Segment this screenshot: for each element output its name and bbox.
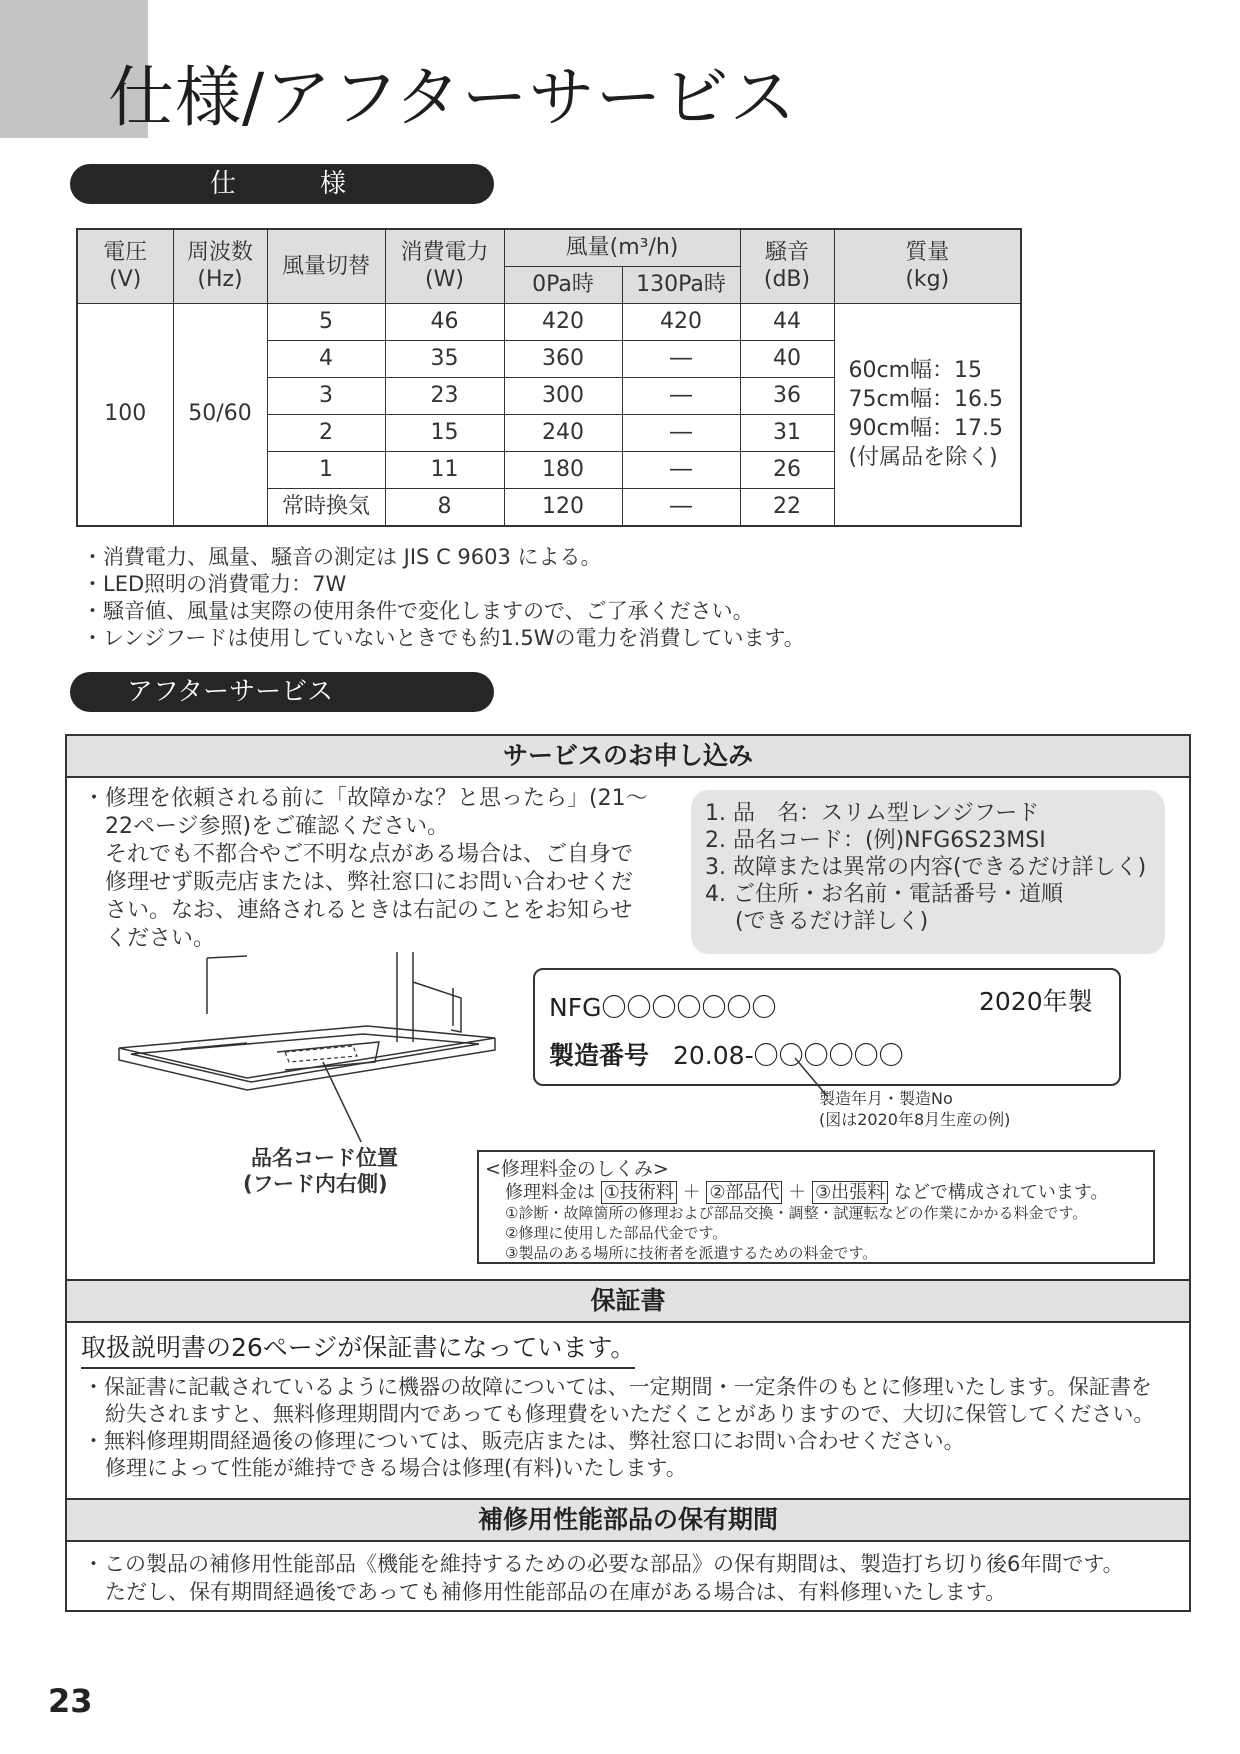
- airflow-0pa-cell: 180: [504, 451, 622, 488]
- service-body-line: さい。なお、連絡されるときは右記のことをお知らせ: [105, 898, 633, 923]
- header-airflow-130pa: 130Pa時: [622, 266, 740, 303]
- spec-section-label: [70, 164, 494, 204]
- frequency-cell: 50/60: [173, 303, 267, 526]
- service-box: [65, 734, 1191, 1612]
- airflow-0pa-cell: 360: [504, 340, 622, 377]
- warranty-line: ・無料修理期間経過後の修理については、販売店または、弊社窓口にお問い合わせください。: [83, 1429, 965, 1453]
- header-noise: 騒音 (dB): [740, 229, 834, 303]
- service-body-line: 22ページ参照)をご確認ください。: [105, 814, 450, 839]
- header-airflow-0pa: 0Pa時: [504, 266, 622, 303]
- serial-note: (図は2020年8月生産の例): [819, 1110, 1011, 1129]
- setting-cell: 5: [267, 303, 385, 340]
- parts-line: ただし、保有期間経過後であっても補修用性能部品の在庫がある場合は、有料修理いたします。: [105, 1580, 1007, 1604]
- voltage-cell: 100: [77, 303, 173, 526]
- power-cell: 8: [385, 488, 504, 526]
- airflow-130pa-cell: ―: [622, 488, 740, 526]
- fee-note: ②修理に使用した部品代金です。: [505, 1224, 728, 1242]
- after-service-section-label: [70, 672, 494, 712]
- contact-info-box: [691, 790, 1165, 954]
- fee-formula: 修理料金は ①技術料 ＋ ②部品代 ＋ ③出張料 などで構成されています。: [505, 1182, 1109, 1203]
- range-hood-illustration: [117, 952, 537, 1142]
- serial-note: 製造年月・製造No: [819, 1089, 953, 1108]
- warranty-line: ・保証書に記載されているように機器の故障については、一定期間・一定条件のもとに修理いたします。保証書を: [83, 1375, 1152, 1399]
- setting-cell: 常時換気: [267, 488, 385, 526]
- power-cell: 23: [385, 377, 504, 414]
- nameplate-serial-title: 製造番号: [549, 1041, 650, 1070]
- spec-notes: [82, 544, 805, 652]
- noise-cell: 40: [740, 340, 834, 377]
- airflow-130pa-cell: ―: [622, 340, 740, 377]
- warranty-line: 紛失されますと、無料修理期間内であっても修理費をいただくことがありますので、大切に保管してください。: [105, 1402, 1155, 1426]
- mass-line: 60cm幅：15: [848, 358, 983, 383]
- spec-note: ・騒音値、風量は実際の使用条件で変化しますので、ご了承ください。: [82, 599, 754, 623]
- fee-term-technical: ①技術料: [601, 1181, 677, 1204]
- airflow-130pa-cell: ―: [622, 414, 740, 451]
- contact-item: (できるだけ詳しく): [735, 909, 929, 934]
- header-voltage: 電圧 (V): [77, 229, 173, 303]
- airflow-0pa-cell: 120: [504, 488, 622, 526]
- contact-item: 4. ご住所・お名前・電話番号・道順: [705, 882, 1063, 907]
- nameplate-year: 2020年製: [979, 987, 1093, 1016]
- contact-item: 3. 故障または異常の内容(できるだけ詳しく): [705, 855, 1147, 880]
- table-row: [77, 303, 1021, 340]
- spec-label-part-2: 様: [320, 169, 347, 199]
- spec-note: ・レンジフードは使用していないときでも約1.5Wの電力を消費しています。: [82, 626, 805, 650]
- mass-note: (付属品を除く): [848, 445, 998, 470]
- parts-header: 補修用性能部品の保有期間: [67, 1498, 1189, 1542]
- airflow-0pa-cell: 300: [504, 377, 622, 414]
- setting-cell: 3: [267, 377, 385, 414]
- mass-cell: [834, 303, 1021, 526]
- fee-term-travel: ③出張料: [812, 1181, 888, 1204]
- service-body-line: それでも不都合やご不明な点がある場合は、ご自身で: [105, 842, 634, 867]
- warranty-line: 修理によって性能が維持できる場合は修理(有料)いたします。: [105, 1456, 687, 1480]
- code-position-label: 品名コード位置: [251, 1146, 398, 1170]
- code-position-note: (フード内右側): [243, 1172, 388, 1196]
- airflow-0pa-cell: 240: [504, 414, 622, 451]
- warranty-header: 保証書: [67, 1279, 1189, 1323]
- setting-cell: 2: [267, 414, 385, 451]
- service-request-header: サービスのお申し込み: [67, 734, 1189, 778]
- service-body-line: ください。: [105, 926, 216, 951]
- fee-note: ③製品のある場所に技術者を派遣するための料金です。: [505, 1244, 878, 1262]
- service-body-line: ・修理を依頼される前に「故障かな？と思ったら」(21～: [83, 786, 648, 811]
- header-airflow-setting: 風量切替: [267, 229, 385, 303]
- noise-cell: 31: [740, 414, 834, 451]
- setting-cell: 4: [267, 340, 385, 377]
- setting-cell: 1: [267, 451, 385, 488]
- page-number: 23: [48, 1682, 93, 1720]
- header-power: 消費電力 (W): [385, 229, 504, 303]
- contact-item: 2. 品名コード：(例)NFG6S23MSI: [705, 828, 1046, 853]
- noise-cell: 22: [740, 488, 834, 526]
- header-frequency: 周波数 (Hz): [173, 229, 267, 303]
- parts-line: ・この製品の補修用性能部品《機能を維持するための必要な部品》の保有期間は、製造打ち切り後6年間です。: [83, 1552, 1124, 1576]
- power-cell: 35: [385, 340, 504, 377]
- mass-line: 90cm幅：17.5: [848, 416, 1004, 441]
- spec-table: [76, 228, 1022, 527]
- spec-label-part-1: 仕: [210, 169, 237, 199]
- header-airflow: 風量(m³/h): [504, 229, 740, 266]
- fee-note: ①診断・故障箇所の修理および部品交換・調整・試運転などの作業にかかる料金です。: [505, 1204, 1088, 1222]
- contact-item: 1. 品 名：スリム型レンジフード: [705, 801, 1040, 826]
- airflow-130pa-cell: ―: [622, 377, 740, 414]
- spec-note: ・LED照明の消費電力：7W: [82, 572, 347, 596]
- noise-cell: 36: [740, 377, 834, 414]
- fee-term-parts: ②部品代: [706, 1181, 782, 1204]
- airflow-130pa-cell: 420: [622, 303, 740, 340]
- header-mass: 質量 (kg): [834, 229, 1021, 303]
- power-cell: 15: [385, 414, 504, 451]
- mass-line: 75cm幅：16.5: [848, 387, 1004, 412]
- after-service-label: アフターサービス: [126, 677, 334, 707]
- noise-cell: 26: [740, 451, 834, 488]
- service-body-line: 修理せず販売店または、弊社窓口にお問い合わせくだ: [105, 870, 634, 895]
- nameplate-serial-value: 20.08-〇〇〇〇〇〇: [673, 1041, 904, 1070]
- airflow-0pa-cell: 420: [504, 303, 622, 340]
- noise-cell: 44: [740, 303, 834, 340]
- repair-fee-box: [477, 1150, 1155, 1264]
- nameplate-model: NFG〇〇〇〇〇〇〇: [549, 993, 777, 1022]
- power-cell: 11: [385, 451, 504, 488]
- power-cell: 46: [385, 303, 504, 340]
- page-title: 仕様/アフターサービス: [108, 59, 797, 136]
- spec-note: ・消費電力、風量、騒音の測定は JIS C 9603 による。: [82, 545, 602, 569]
- warranty-lead: 取扱説明書の26ページが保証書になっています。: [81, 1332, 635, 1369]
- fee-title: <修理料金のしくみ>: [485, 1158, 669, 1180]
- airflow-130pa-cell: ―: [622, 451, 740, 488]
